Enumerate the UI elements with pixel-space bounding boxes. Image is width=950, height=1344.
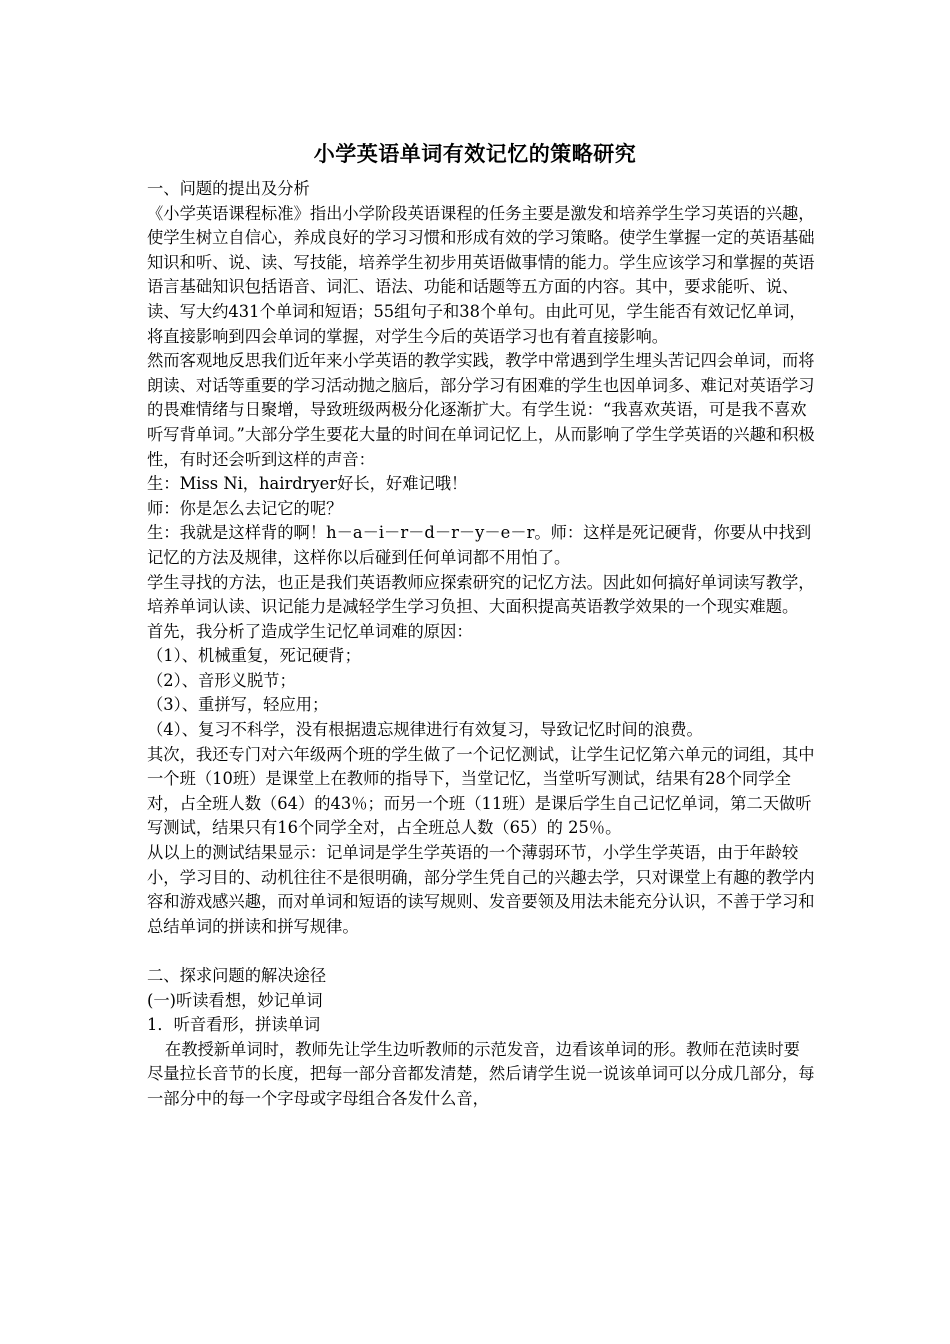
list-item: （2）、音形义脱节； bbox=[147, 670, 296, 690]
document-body bbox=[147, 177, 815, 1112]
paragraph: 在教授新单词时，教师先让学生边听教师的示范发音，边看该单词的形。教师在范读时要尽量拉长音节的长度，把每一部分音都发清楚，然后请学生说一说该单词可以分成几部分，每一部分中的每一个字母或字母组合各发什么音， bbox=[147, 1039, 815, 1108]
dialogue-line: 生：我就是这样背的啊！h－a－i－r－d－r－y－e－r。师：这样是死记硬背，你要从中找到记忆的方法及规律，这样你以后碰到任何单词都不用怕了。 bbox=[147, 523, 812, 567]
subsection-heading: (一)听读看想，妙记单词 bbox=[147, 990, 323, 1010]
paragraph: 其次，我还专门对六年级两个班的学生做了一个记忆测试，让学生记忆第六单元的词组，其中一个班（10班）是课堂上在教师的指导下，当堂记忆，当堂听写测试，结果有28个同学全对，占全班人数（64）的43％；而另一个班（11班）是课后学生自己记忆单词，第二天做听写测试，结果只有16个同学全对，占全班总人数（65）的 25％。 bbox=[147, 744, 815, 838]
paragraph: 首先，我分析了造成学生记忆单词难的原因： bbox=[147, 621, 473, 641]
dialogue-line: 生：Miss Ni，hairdryer好长，好难记哦！ bbox=[147, 474, 468, 494]
dialogue-line: 师：你是怎么去记它的呢？ bbox=[147, 498, 343, 518]
paragraph: 然而客观地反思我们近年来小学英语的教学实践，教学中常遇到学生埋头苦记四会单词，而将朗读、对话等重要的学习活动抛之脑后，部分学习有困难的学生也因单词多、难记对英语学习的畏难情绪与日聚增，导致班级两极分化逐渐扩大。有学生说：“我喜欢英语，可是我不喜欢听写背单词。”大部分学生要花大量的时间在单词记忆上，从而影响了学生学英语的兴趣和积极性，有时还会听到这样的声音： bbox=[147, 351, 815, 469]
section-heading-1: 一、问题的提出及分析 bbox=[147, 179, 310, 198]
blank-line bbox=[147, 939, 815, 964]
list-item: （3）、重拼写，轻应用； bbox=[147, 695, 329, 715]
paragraph: 《小学英语课程标准》指出小学阶段英语课程的任务主要是激发和培养学生学习英语的兴趣，使学生树立自信心，养成良好的学习习惯和形成有效的学习策略。使学生掌握一定的英语基础知识和听、说、读、写技能，培养学生初步用英语做事情的能力。学生应该学习和掌握的英语语言基础知识包括语音、词汇、语法、功能和话题等五方面的内容。其中，要求能听、说、读、写大约431个单词和短语；55组句子和38个单句。由此可见，学生能否有效记忆单词，将直接影响到四会单词的掌握，对学生今后的英语学习也有着直接影响。 bbox=[147, 203, 815, 346]
document-title: 小学英语单词有效记忆的策略研究 bbox=[313, 141, 637, 166]
paragraph: 学生寻找的方法，也正是我们英语教师应探索研究的记忆方法。因此如何搞好单词读写教学，培养单词认读、识记能力是减轻学生学习负担、大面积提高英语教学效果的一个现实难题。 bbox=[147, 572, 815, 617]
section-heading-2: 二、探求问题的解决途径 bbox=[147, 966, 327, 985]
subsubsection-heading: 1．听音看形，拼读单词 bbox=[147, 1015, 321, 1035]
paragraph: 从以上的测试结果显示：记单词是学生学英语的一个薄弱环节，小学生学英语，由于年龄较小，学习目的、动机往往不是很明确，部分学生凭自己的兴趣去学，只对课堂上有趣的教学内容和游戏感兴趣，而对单词和短语的读写规则、发音要领及用法未能充分认识，不善于学习和总结单词的拼读和拼写规律。 bbox=[147, 843, 815, 936]
list-item: （4）、复习不科学，没有根据遗忘规律进行有效复习，导致记忆时间的浪费。 bbox=[147, 720, 703, 740]
list-item: （1）、机械重复，死记硬背； bbox=[147, 646, 361, 666]
